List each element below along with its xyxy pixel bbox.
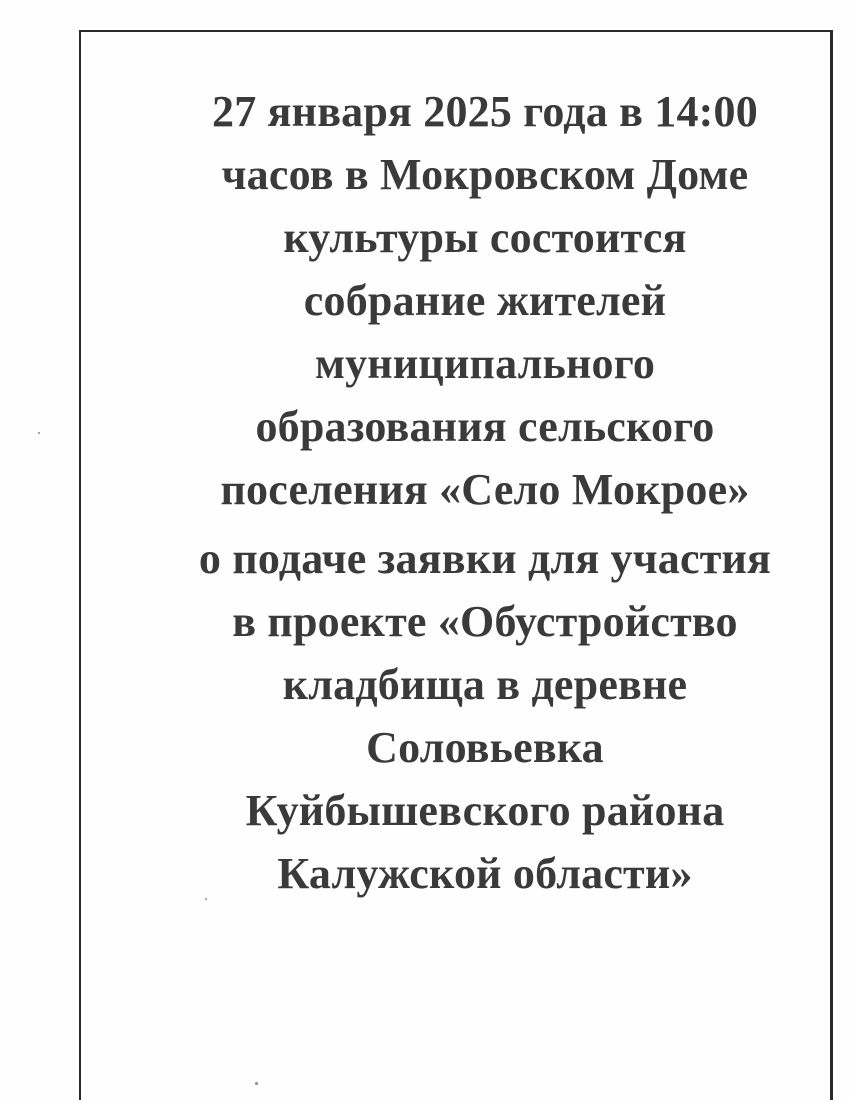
scan-speck — [38, 432, 40, 434]
announcement-line: Куйбышевского района — [245, 786, 725, 835]
scan-speck — [255, 1082, 258, 1085]
announcement-line: Калужской области» — [277, 849, 693, 898]
announcement-line: в проекте «Обустройство — [232, 597, 738, 646]
announcement-line: поселения «Село Мокрое» — [220, 465, 750, 514]
announcement-line: 27 января 2025 года в 14:00 — [212, 87, 758, 136]
announcement-line: кладбища в деревне — [282, 660, 688, 709]
announcement-line: о подаче заявки для участия — [198, 534, 772, 583]
announcement-paragraph-1 — [150, 80, 820, 521]
announcement-line: муниципального — [314, 339, 656, 388]
announcement-line: часов в Мокровском Доме — [221, 150, 749, 199]
scan-speck — [205, 898, 207, 900]
announcement-line: образования сельского — [255, 402, 715, 451]
announcement-line: собрание жителей — [303, 276, 667, 325]
announcement-paragraph-2 — [150, 527, 820, 905]
announcement-line: Соловьевка — [366, 723, 604, 772]
announcement-line: культуры состоится — [283, 213, 687, 262]
